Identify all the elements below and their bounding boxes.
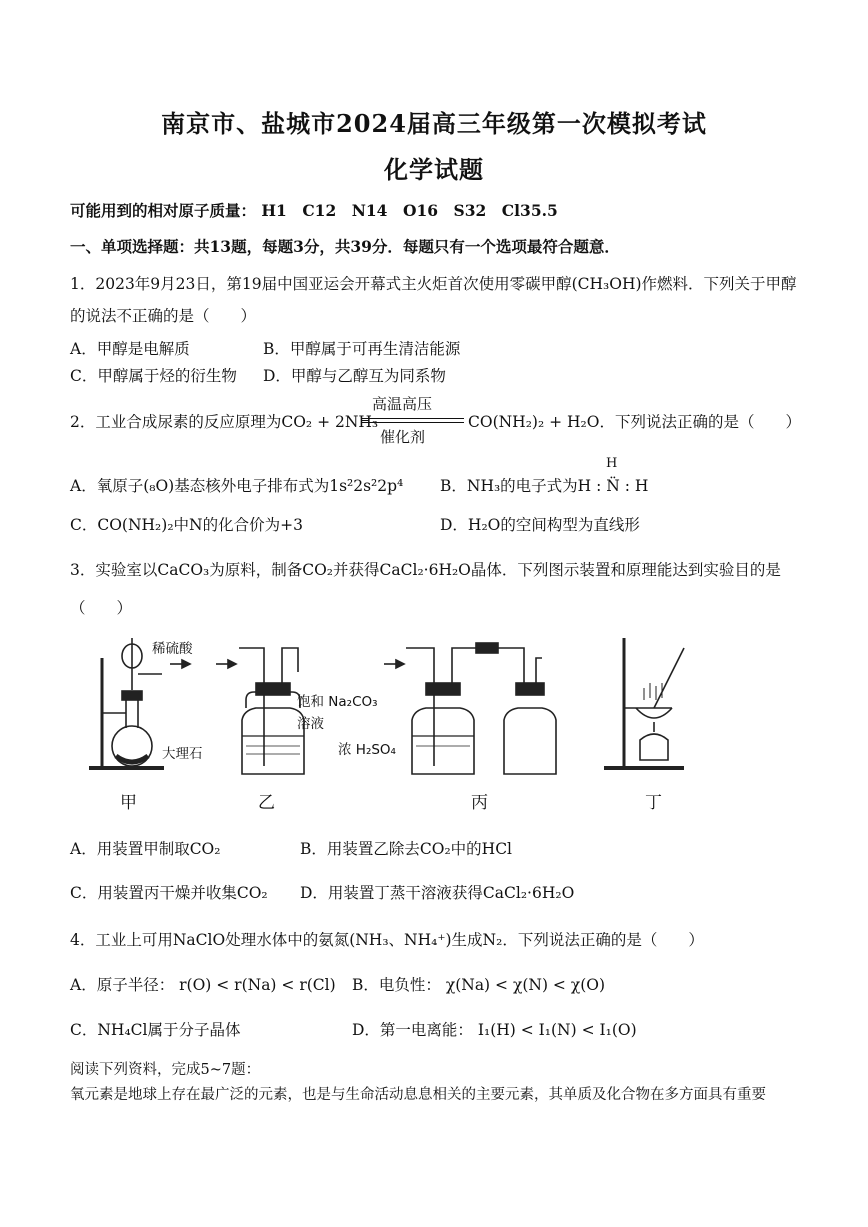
- caption-jia: 甲: [120, 793, 137, 813]
- q2-equals-line1: [362, 418, 464, 419]
- reading-text: 氧元素是地球上存在最广泛的元素，也是与生命活动息息相关的主要元素，其单质及化合物在多方面具有重要: [70, 1087, 766, 1103]
- q2-condition-bottom: 催化剂: [380, 428, 426, 446]
- q4-option-b: B．电负性： χ(Na) < χ(N) < χ(O): [352, 976, 606, 994]
- label-concentrated-acid: 浓 H₂SO₄: [338, 742, 396, 758]
- label-dilute-acid: 稀硫酸: [152, 641, 193, 657]
- q1-stem-line2: 的说法不正确的是（ ）: [70, 307, 257, 325]
- label-saturated: 饱和 Na₂CO₃: [297, 694, 378, 710]
- q2-option-b-top-h: H: [606, 456, 618, 471]
- q2-stem-pre: 2．工业合成尿素的反应原理为CO₂ + 2NH₃: [70, 413, 379, 431]
- q1-stem-line1: 1．2023年9月23日，第19届中国亚运会开幕式主火炬首次使用零碳甲醇(CH₃OH)作燃料．下列关于甲醇: [70, 275, 797, 293]
- q4-option-a: A．原子半径： r(O) < r(Na) < r(Cl): [70, 976, 336, 994]
- label-marble: 大理石: [162, 746, 203, 762]
- q4-stem: 4．工业上可用NaClO处理水体中的氨氮(NH₃、NH₄⁺)生成N₂．下列说法正确的是（ ）: [70, 931, 704, 949]
- page-title: 南京市、盐城市2024届高三年级第一次模拟考试: [161, 109, 707, 138]
- caption-bing: 丙: [471, 793, 488, 813]
- reading-intro: 阅读下列资料，完成5~7题：: [70, 1062, 261, 1078]
- q2-option-d: D．H₂O的空间构型为直线形: [440, 516, 640, 534]
- atomic-masses: 可能用到的相对原子质量： H1 C12 N14 O16 S32 Cl35.5: [70, 201, 558, 220]
- q1-option-c: C．甲醇属于烃的衍生物: [70, 367, 237, 385]
- section-heading: 一、单项选择题：共13题，每题3分，共39分．每题只有一个选项最符合题意．: [70, 237, 620, 256]
- q1-option-b: B．甲醇属于可再生清洁能源: [263, 340, 461, 358]
- q2-option-b: B．NH₃的电子式为H : N̈ : H: [440, 477, 649, 495]
- q4-option-d: D．第一电离能： I₁(H) < I₁(N) < I₁(O): [352, 1021, 637, 1039]
- q3-stem-line2: （ ）: [70, 599, 133, 617]
- q3-option-b: B．用装置乙除去CO₂中的HCl: [300, 840, 513, 858]
- q2-equals-line2: [362, 422, 464, 423]
- q2-condition-top: 高温高压: [372, 395, 433, 413]
- q3-option-a: A．用装置甲制取CO₂: [70, 840, 221, 858]
- q4-option-c: C．NH₄Cl属于分子晶体: [70, 1021, 241, 1039]
- q2-option-c: C．CO(NH₂)₂中N的化合价为+3: [70, 516, 303, 534]
- q2-stem-post: CO(NH₂)₂ + H₂O．下列说法正确的是（ ）: [468, 413, 801, 431]
- q1-option-d: D．甲醇与乙醇互为同系物: [263, 367, 446, 385]
- label-solution: 溶液: [297, 716, 324, 732]
- page-subtitle: 化学试题: [384, 155, 484, 184]
- caption-yi: 乙: [258, 793, 275, 813]
- q3-stem-line1: 3．实验室以CaCO₃为原料，制备CO₂并获得CaCl₂·6H₂O晶体．下列图示装置和原理能达到实验目的是: [70, 561, 781, 579]
- q1-option-a: A．甲醇是电解质: [70, 340, 190, 358]
- q3-option-c: C．用装置丙干燥并收集CO₂: [70, 884, 268, 902]
- q3-option-d: D．用装置丁蒸干溶液获得CaCl₂·6H₂O: [300, 884, 575, 902]
- q2-option-a: A．氧原子(₈O)基态核外电子排布式为1s²2s²2p⁴: [70, 477, 404, 495]
- caption-ding: 丁: [645, 793, 662, 813]
